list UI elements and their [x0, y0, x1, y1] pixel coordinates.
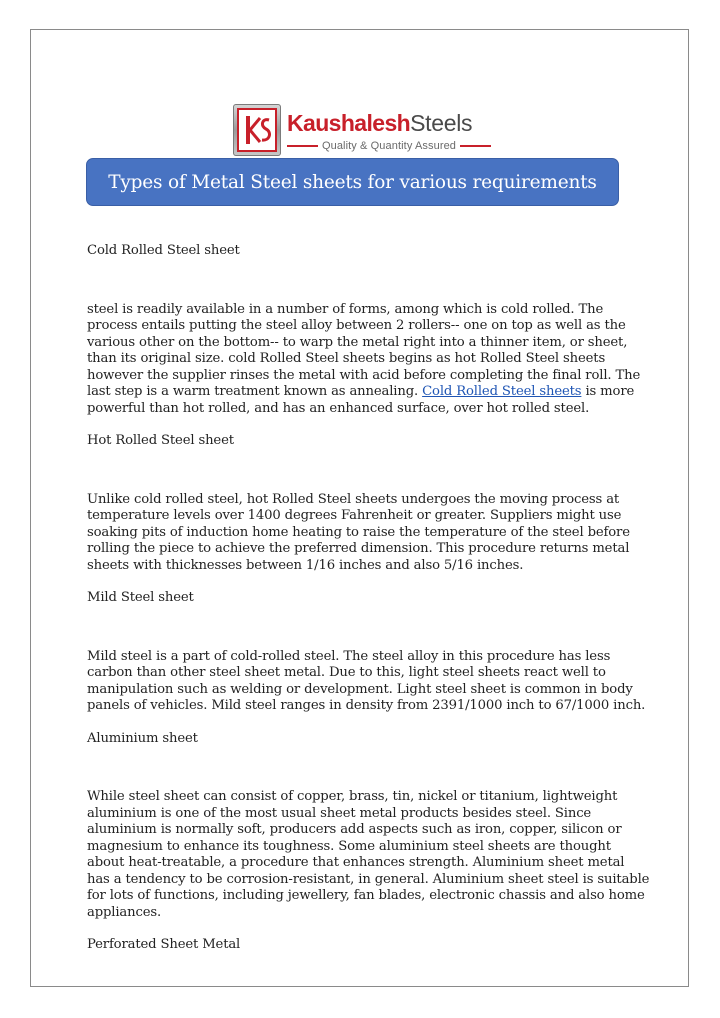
section-heading-aluminium: Aluminium sheet	[87, 730, 198, 746]
logo-wordmark	[287, 110, 472, 136]
paragraph-line: Mild steel is a part of cold-rolled steel. The steel alloy in this procedure has less	[87, 648, 611, 664]
link-line-before: last step is a warm treatment known as annealing.	[87, 384, 423, 399]
paragraph-line: steel is readily available in a number of forms, among which is cold rolled. The	[87, 301, 604, 317]
section-paragraph-aluminium	[87, 789, 650, 921]
tagline-rule-right	[460, 145, 491, 147]
section-heading-hot-rolled: Hot Rolled Steel sheet	[87, 433, 234, 448]
paragraph-line: aluminium is normally soft, producers add aspects such as iron, copper, silicon or	[87, 822, 622, 837]
paragraph-line: magnesium to enhance its toughness. Some aluminium steel sheets are thought	[87, 838, 611, 854]
paragraph-line: Unlike cold rolled steel, hot Rolled Steel sheets undergoes the moving process at	[87, 491, 620, 507]
paragraph-line: appliances.	[87, 904, 162, 920]
paragraph-line: rolling the piece to achieve the preferred dimension. This procedure returns metal	[87, 541, 630, 556]
logo-monogram-icon	[233, 104, 281, 156]
section-heading-mild-steel: Mild Steel sheet	[87, 590, 194, 605]
tagline-text: Quality & Quantity Assured	[321, 140, 457, 152]
page-title: Types of Metal Steel sheets for various requirements	[108, 171, 597, 193]
paragraph-line: however the supplier rinses the metal with acid before completing the final roll. The	[87, 367, 641, 383]
title-banner	[86, 158, 619, 206]
company-logo[interactable]	[233, 104, 491, 156]
section-heading-cold-rolled: Cold Rolled Steel sheet	[87, 243, 240, 258]
logo-suffix-text: Steels	[410, 110, 473, 136]
section-paragraph-mild-steel	[87, 649, 647, 715]
paragraph-line: While steel sheet can consist of copper, brass, tin, nickel or titanium, lightweight	[87, 789, 618, 804]
paragraph-line: manipulation such as welding or development. Light steel sheet is common in body	[87, 681, 633, 697]
paragraph-line-with-link	[87, 384, 647, 401]
paragraph-line: carbon than other steel sheet metal. Due to this, light steel sheets react well to	[87, 665, 606, 680]
paragraph-line: panels of vehicles. Mild steel ranges in density from 2391/1000 inch to 67/1000 inch.	[87, 698, 646, 713]
logo-tagline	[287, 139, 491, 153]
paragraph-line: aluminium is one of the most usual sheet metal products besides steel. Since	[87, 805, 592, 821]
paragraph-line: about heat-treatable, a procedure that enhances strength. Aluminium sheet metal	[87, 855, 625, 870]
paragraph-line: soaking pits of induction home heating to raise the temperature of the steel before	[87, 524, 630, 540]
paragraph-line: temperature levels over 1400 degrees Fahrenheit or greater. Suppliers might use	[87, 508, 622, 523]
section-paragraph-cold-rolled	[87, 302, 647, 418]
logo-brand-text: Kaushalesh	[287, 110, 411, 136]
paragraph-line: process entails putting the steel alloy between 2 rollers-- one on top as well as the	[87, 318, 626, 333]
paragraph-line: sheets with thicknesses between 1/16 inches and also 5/16 inches.	[87, 557, 524, 573]
paragraph-line: for lots of functions, including jewellery, fan blades, electronic chassis and also home	[87, 888, 645, 903]
paragraph-line: various other on the bottom-- to warp the metal right into a thinner item, or sheet,	[87, 334, 628, 350]
paragraph-line: powerful than hot rolled, and has an enhanced surface, over hot rolled steel.	[87, 400, 590, 416]
section-paragraph-hot-rolled	[87, 492, 647, 575]
link-line-after: is more	[581, 384, 635, 399]
section-heading-perforated: Perforated Sheet Metal	[87, 937, 241, 952]
paragraph-line: than its original size. cold Rolled Steel sheets begins as hot Rolled Steel sheets	[87, 351, 606, 366]
tagline-rule-left	[287, 145, 318, 147]
paragraph-line: has a tendency to be corrosion-resistant, in general. Aluminium sheet steel is suitable	[87, 871, 650, 887]
article-body	[87, 243, 650, 954]
cold-rolled-steel-sheets-link[interactable]: Cold Rolled Steel sheets	[422, 384, 582, 399]
